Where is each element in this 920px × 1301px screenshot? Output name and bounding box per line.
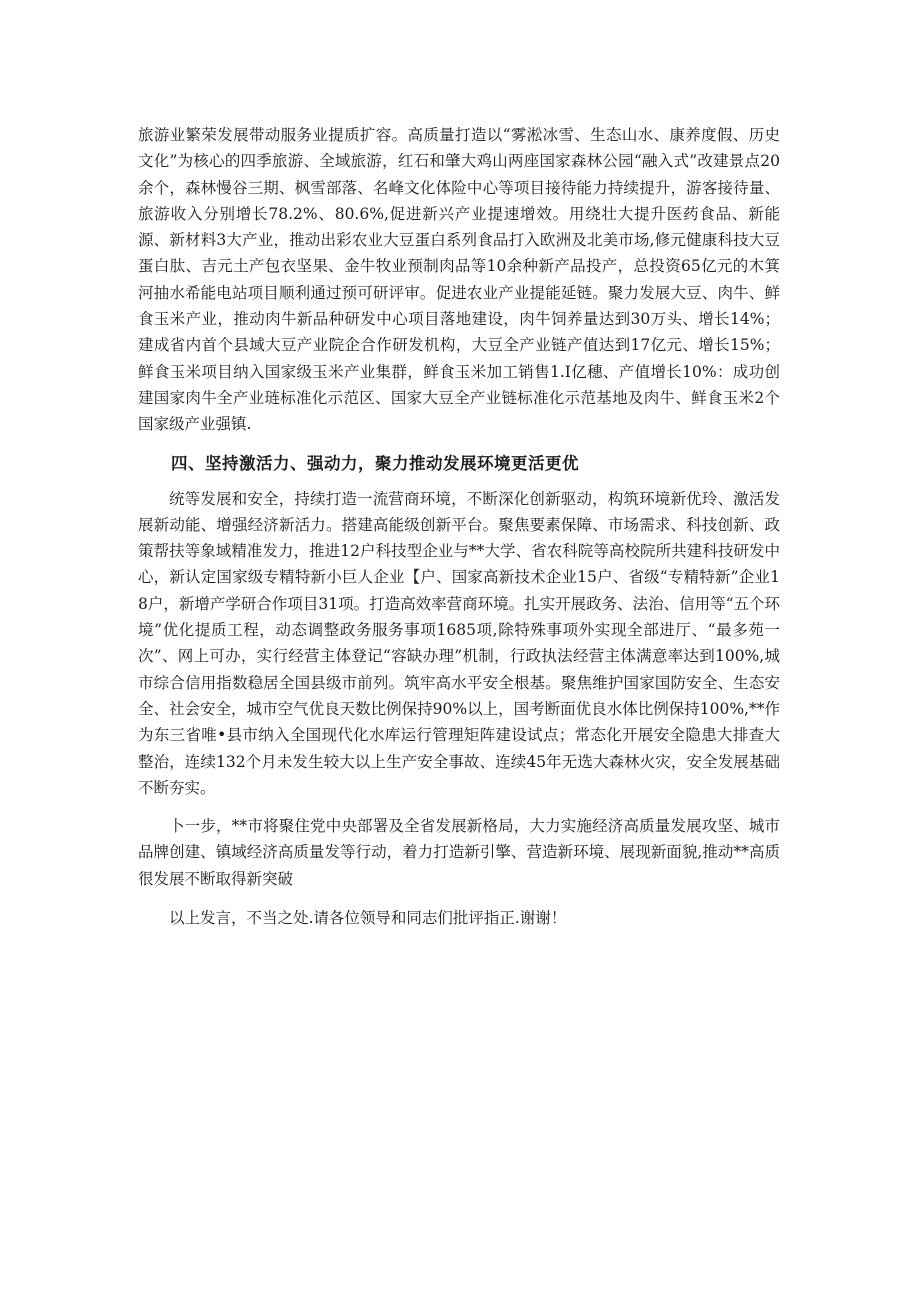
body-paragraph-environment: 统等发展和安全，持续打造一流营商环境，不断深化创新驱动，构筑环境新优玲、激活发展新动能、增强经济新活力。搭建高能级创新平台。聚焦要素保障、市场需求、科技创新、政策帮扶等象域精准发力，推进12户科技型企业与**大学、省农科院等高校院所共建科技研发中心，新认定国家级专精特新小巨人企业【户、国家高新技术企业15户、省级“专精特新”企业18户，新增产学研合作项目31项。打造高效率营商环境。扎实开展政务、法治、信用等“五个环境”优化提质工程，动态调整政务服务事项1685项,除特殊事项外实现全部进厅、“最多苑一次”、网上可办，实行经营主体登记“容缺办理”机制，行政执法经营主体满意率达到100%,城市综合信用指数稳居全国县级市前列。筑牢高水平安全根基。聚焦维护国家国防安全、生态安全、社会安全，城市空气优良天数比例保持90%以上，国考断面优良水体比例保持100%,**作为东三省唯•县市纳入全国现代化水库运行管理矩阵建设试点；常态化开展安全隐患大排查大整治，连续132个月未发生较大以上生产安全事故、连续45年无选大森林火灾，安全发展基础不断夯实。 [138,489,781,797]
body-paragraph-tourism-industry: 旅游业繁荣发展带动服务业提质扩容。高质量打造以“雾淞冰雪、生态山水、康养度假、历史文化”为核心的四季旅游、全域旅游，红石和肇大鸡山两座国家森林公园“融入式”改建景点20余个，森林慢谷三期、枫雪部落、名峰文化体险中心等项目接待能力持续提升，游客接待量、旅游收入分别增长78.2%、80.6%,促进新兴产业提速增效。用绕壮大提升医药食品、新能源、新材料3大产业，推动出彩农业大豆蛋白系列食品打入欧洲及北美市场,修元健康科技大豆蛋白肽、吉元土产包衣坚果、金牛牧业预制肉品等10余种新产品投产，总投资65亿元的木箕河抽水希能电站项目顺利通过预可研评审。促进农业产业提能延链。聚力发展大豆、肉牛、鲜食玉米产业，推动肉牛新品种研发中心项目落地建设，肉牛饲养量达到30万头、增长14%；建成省内首个县域大豆产业院企合作研发机构，大豆全产业链产值达到17亿元、增长15%；鲜食玉米项目纳入国家级玉米产业集群，鲜食玉米加工销售1.I亿穗、产值增长10%：成功创建国家肉牛全产业琏标准化示范区、国家大豆全产业链标准化示范基地及肉牛、鲜食玉米2个国家级产业强镇. [138,126,780,434]
body-paragraph-next-step: 卜一步，**市将聚住党中央部署及全省发展新格局，大力实施经济高质量发展攻坚、城市品牌创建、镇域经济高质量发等行动，着力打造新引擎、营造新环境、展现新面貌,推动**高质很发展不断取得新突破 [138,817,780,888]
document-page [138,122,780,931]
section-heading-4: 四、坚持激活力、强动力，聚力推动发展环境更活更优 [171,453,579,473]
closing-remarks: 以上发言，不当之处.请各位领导和同志们批评指正.谢谢！ [169,909,567,928]
